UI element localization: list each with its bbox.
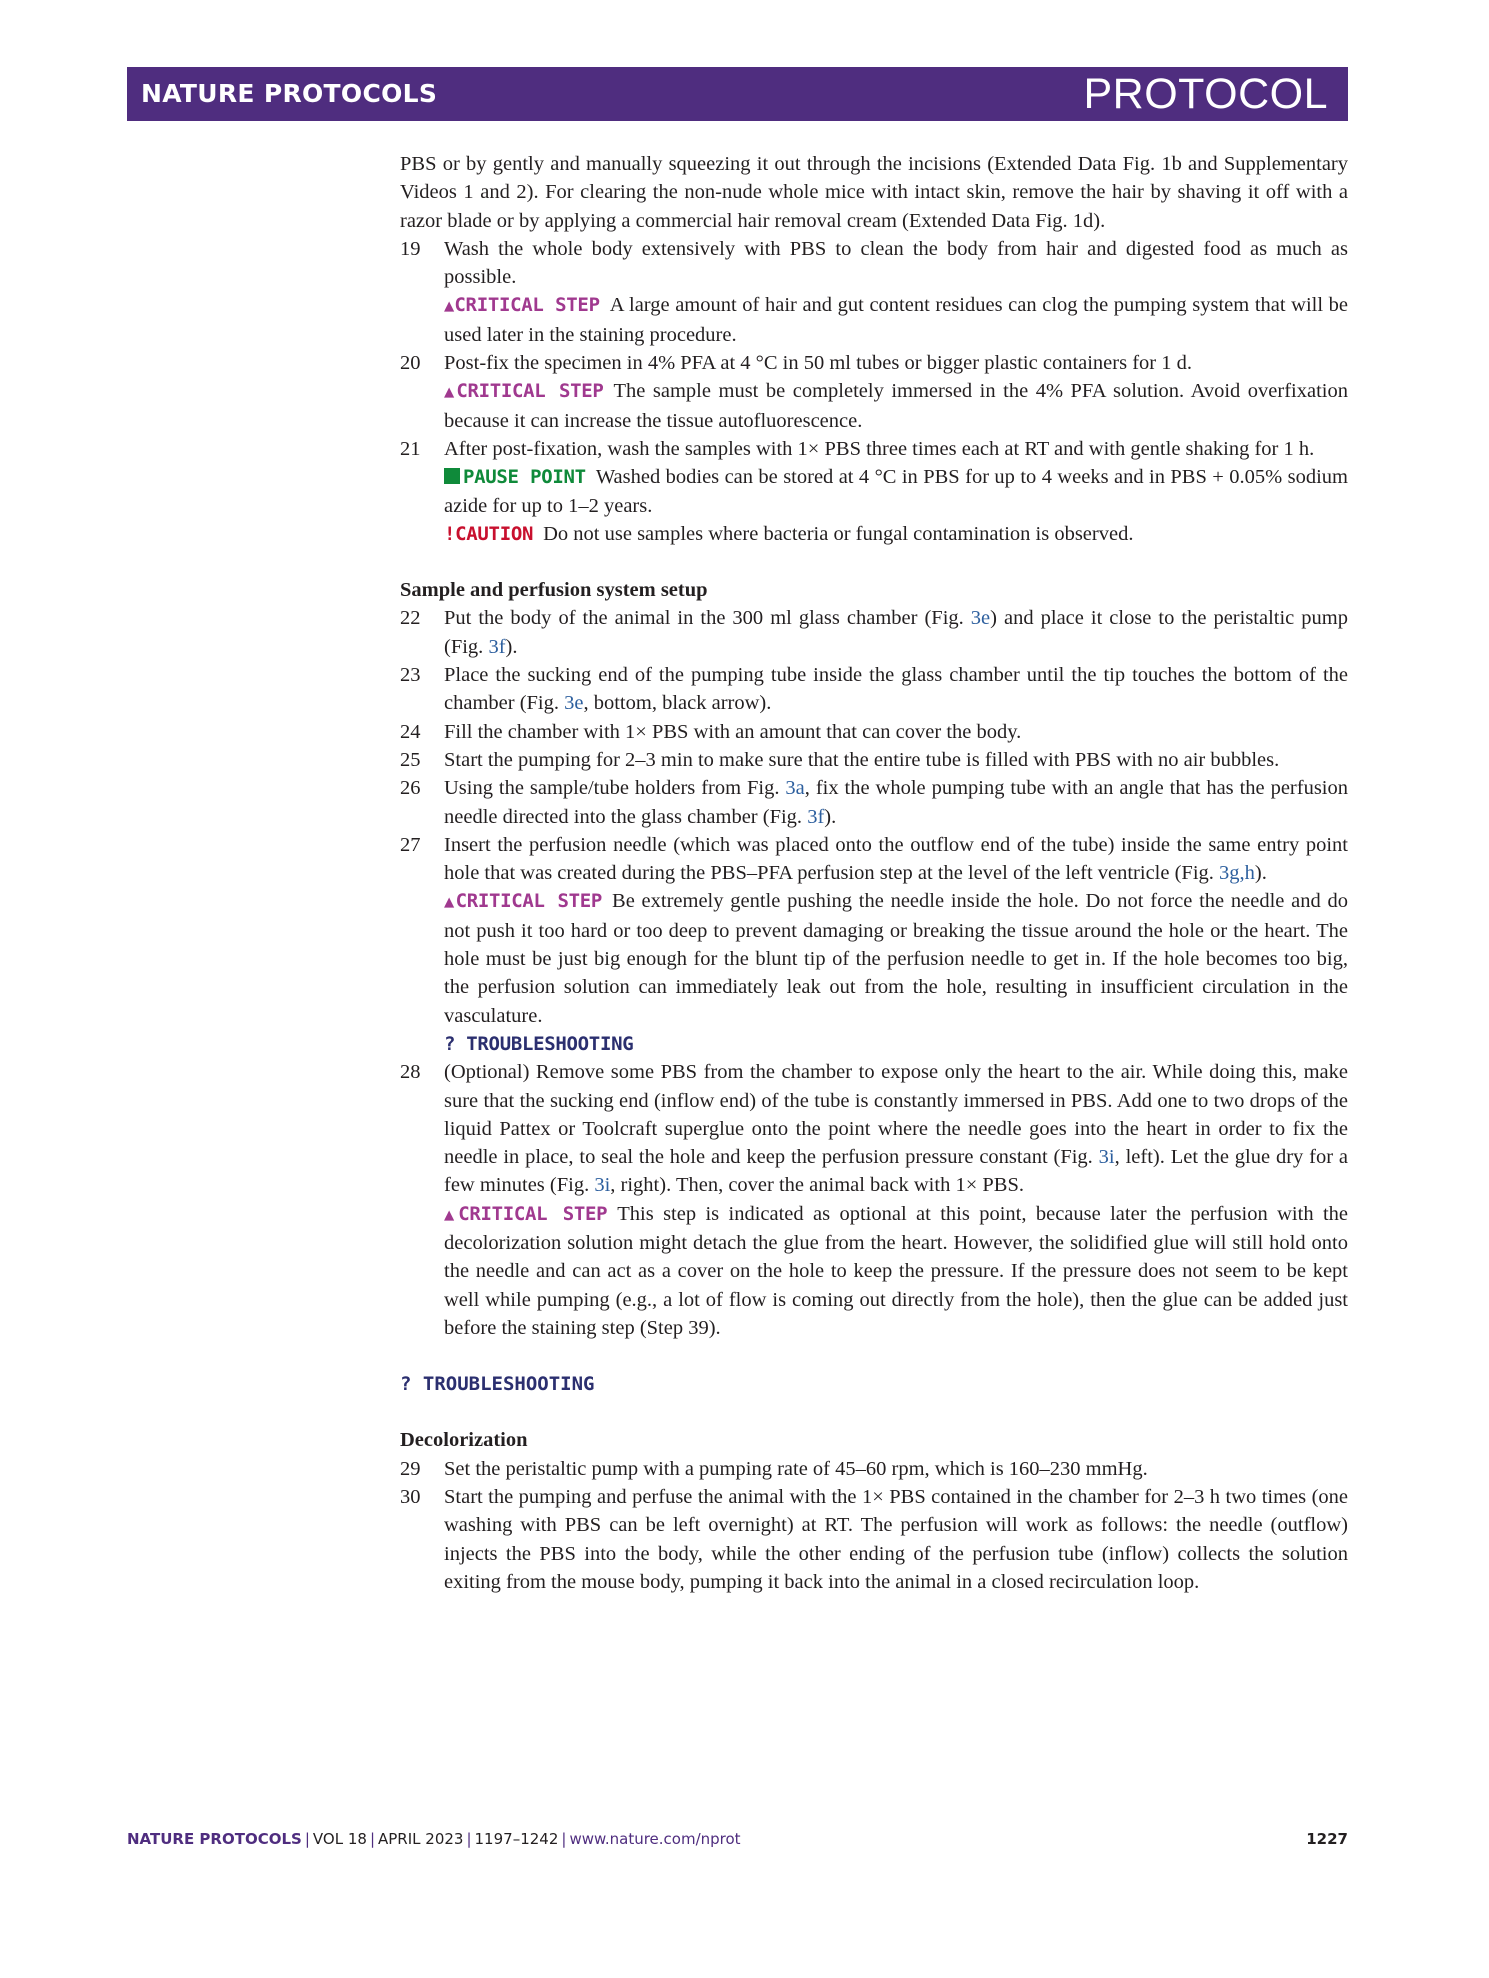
footer-citation: NATURE PROTOCOLS | VOL 18 | APRIL 2023 | 1197–1242 | www.nature.com/nprot [127,1830,741,1848]
journal-header-bar [127,67,1348,121]
critical-step-label: ▲CRITICAL STEP [444,1202,608,1225]
critical-step-label: ▲CRITICAL STEP [444,294,600,317]
exclamation-icon: ! [444,522,456,545]
critical-step-text: This step is indicated as optional at this point, because later the perfusion with the decolorization solution might detach the glue from the heart. However, the solidified glue will still hold onto the needle and can act as a cover on the hole to keep the pressure. If the pressure does not seem to be kept well while pumping (e.g., a lot of flow is coming out directly from the hole), then the glue can be added just before the staining step (Step 39). [444,1202,1348,1339]
troubleshooting-heading: ? TROUBLESHOOTING [400,1373,595,1396]
step-28 [400,1058,1348,1199]
step-number: 30 [400,1486,421,1509]
step-text: Using the sample/tube holders from Fig. 3a, fix the whole pumping tube with an angle that has the perfusion needle directed into the glass chamber (Fig. 3f). [444,777,1349,828]
figure-link[interactable]: 3e [564,692,584,715]
step-number: 19 [400,237,421,260]
pause-point-text: Washed bodies can be stored at 4 °C in PBS for up to 4 weeks and in PBS + 0.05% sodium azide for up to 1–2 years. [444,466,1348,517]
figure-link[interactable]: 3f [807,805,825,828]
continued-paragraph: PBS or by gently and manually squeezing it out through the incisions (Extended Data Fig. 1b and Supplementary Videos 1 and 2). For clearing the non-nude whole mice with intact skin, remove the hair by shaving it off with a razor blade or by applying a commercial hair removal cream (Extended Data Fig. 1d). [400,153,1348,232]
step-text: Place the sucking end of the pumping tube inside the glass chamber until the tip touches the bottom of the chamber (Fig. 3e, bottom, black arrow). [444,664,1348,715]
figure-link[interactable]: 3f [488,635,506,658]
step-number: 21 [400,437,421,460]
triangle-icon: ▲ [444,892,456,913]
step-24 [400,718,1348,746]
step-text: Put the body of the animal in the 300 ml glass chamber (Fig. 3e) and place it close to the peristaltic pump (Fig. 3f). [444,607,1348,658]
pause-point-note [444,463,1348,520]
figure-link[interactable]: 3a [785,777,805,800]
step-29 [400,1455,1348,1483]
step-text: Wash the whole body extensively with PBS to clean the body from hair and digested food as much as possible. [444,237,1348,289]
step-21 [400,435,1348,463]
caution-label: !CAUTION [444,522,534,545]
step-text: Start the pumping and perfuse the animal with the 1× PBS contained in the chamber for 2–3 h two times (one washing with PBS can be left overnight) at RT. The perfusion will work as follows: the needle (outflow) injects the PBS into the body, while the other ending of the perfusion tube (inflow) collects the solution exiting from the mouse body, pumping it back into the animal in a closed recirculation loop. [444,1486,1348,1593]
pause-point-label: PAUSE POINT [444,466,586,488]
footer-journal: NATURE PROTOCOLS [127,1830,302,1848]
triangle-icon: ▲ [444,1204,459,1225]
figure-link[interactable]: 3i [1098,1146,1115,1169]
step-text: After post-fixation, wash the samples with 1× PBS three times each at RT and with gentle shaking for 1 h. [444,437,1315,460]
step-text: (Optional) Remove some PBS from the chamber to expose only the heart to the air. While doing this, make sure that the sucking end (inflow end) of the tube is constantly immersed in PBS. Add one to two drops of the liquid Pattex or Toolcraft superglue onto the point where the needle goes into the heart in order to fix the needle in place, to seal the hole and keep the perfusion pressure constant (Fig. 3i, left). Let the glue dry for a few minutes (Fig. 3i, right). Then, cover the animal back with 1× PBS. [444,1061,1348,1197]
critical-step-label: ▲CRITICAL STEP [444,380,604,403]
troubleshooting-note [444,1030,1348,1058]
step-number: 28 [400,1061,421,1084]
footer-pages: 1197–1242 [474,1830,559,1848]
caution-text: Do not use samples where bacteria or fungal contamination is observed. [543,522,1134,545]
step-number: 22 [400,607,421,630]
step-number: 24 [400,720,421,743]
step-number: 27 [400,833,421,856]
step-19 [400,235,1348,292]
step-text: Fill the chamber with 1× PBS with an amount that can cover the body. [444,720,1022,743]
troubleshooting-label: ? TROUBLESHOOTING [444,1032,634,1055]
footer-url[interactable]: www.nature.com/nprot [569,1830,741,1848]
step-30 [400,1483,1348,1596]
step-23 [400,661,1348,718]
caution-note [444,520,1348,548]
section-heading: Sample and perfusion system setup [400,579,708,602]
step-22 [400,604,1348,661]
critical-step-note [444,887,1348,1029]
figure-link[interactable]: 3e [970,607,991,630]
critical-step-text: A large amount of hair and gut content residues can clog the pumping system that will be used later in the staining procedure. [444,294,1349,346]
critical-step-note [444,1200,1348,1342]
article-type-label: PROTOCOL [1083,70,1328,118]
figure-link[interactable]: 3i [594,1174,611,1197]
critical-step-text: Be extremely gentle pushing the needle inside the hole. Do not force the needle and do not push it too hard or too deep to prevent damaging or breaking the tissue around the hole or the heart. The hole must be just big enough for the blunt tip of the perfusion needle to get in. If the hole becomes too big, the perfusion solution can immediately leak out from the hole, resulting in insufficient circulation in the vasculature. [444,890,1349,1027]
journal-name: NATURE PROTOCOLS [141,79,438,108]
step-number: 20 [400,352,421,375]
step-text: Set the peristaltic pump with a pumping rate of 45–60 rpm, which is 160–230 mmHg. [444,1457,1148,1480]
step-20 [400,349,1348,377]
step-number: 23 [400,664,421,687]
step-text: Insert the perfusion needle (which was placed onto the outflow end of the tube) inside the same entry point hole that was created during the PBS–PFA perfusion step at the level of the left ventricle (Fig. 3g,h). [444,833,1348,885]
critical-step-text: The sample must be completely immersed in the 4% PFA solution. Avoid overfixation because it can increase the tissue autofluorescence. [444,380,1348,432]
step-number: 29 [400,1457,421,1480]
triangle-icon: ▲ [444,296,455,317]
footer-volume: VOL 18 [312,1830,367,1848]
footer-date: APRIL 2023 [378,1830,464,1848]
page-footer [127,1830,1348,1854]
figure-link[interactable]: 3g,h [1219,862,1255,885]
step-26 [400,774,1348,831]
step-number: 25 [400,748,421,771]
critical-step-label: ▲CRITICAL STEP [444,890,603,913]
triangle-icon: ▲ [444,382,457,403]
step-text: Post-fix the specimen in 4% PFA at 4 °C in 50 ml tubes or bigger plastic containers for 1 d. [444,352,1192,375]
article-body [400,150,1348,1596]
step-number: 26 [400,777,421,800]
critical-step-note [444,377,1348,435]
step-27 [400,831,1348,888]
page-number: 1227 [1306,1830,1348,1848]
square-icon [444,468,460,484]
section-heading: Decolorization [400,1429,528,1452]
critical-step-note [444,291,1348,349]
step-25 [400,746,1348,774]
step-text: Start the pumping for 2–3 min to make sure that the entire tube is filled with PBS with no air bubbles. [444,748,1280,771]
